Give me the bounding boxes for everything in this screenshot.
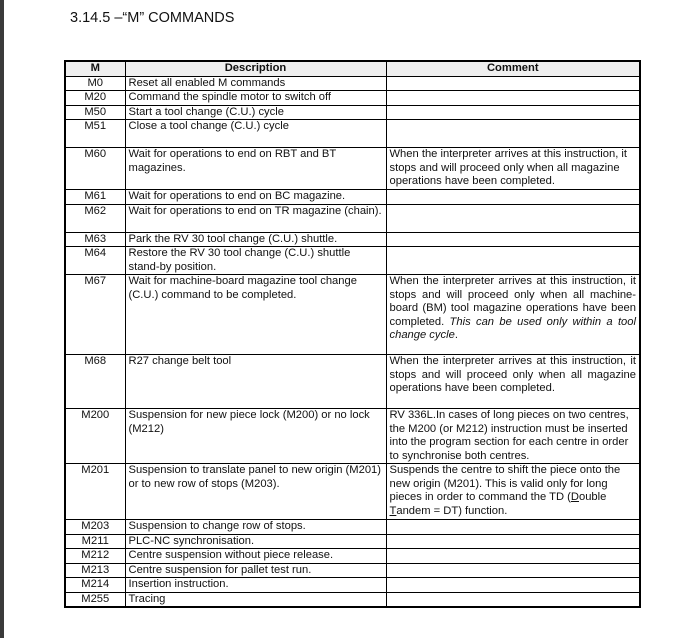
table-row	[65, 247, 640, 275]
comment	[386, 534, 640, 549]
m-code: M214	[65, 578, 125, 593]
header-m: M	[65, 61, 125, 76]
description: Reset all enabled M commands	[125, 76, 386, 91]
description: Suspension to change row of stops.	[125, 520, 386, 535]
comment	[386, 204, 640, 232]
comment	[386, 578, 640, 593]
description: Tracing	[125, 592, 386, 607]
m-code: M63	[65, 232, 125, 247]
m-code: M60	[65, 148, 125, 190]
table-row	[65, 232, 640, 247]
description: Wait for operations to end on TR magazine (chain).	[125, 204, 386, 232]
comment	[386, 91, 640, 106]
table-row	[65, 520, 640, 535]
comment	[386, 105, 640, 120]
table-row	[65, 190, 640, 205]
m-code: M213	[65, 563, 125, 578]
description: R27 change belt tool	[125, 355, 386, 409]
comment-italic-note: This can be used only within a tool change cycle	[389, 315, 636, 341]
m-code: M255	[65, 592, 125, 607]
description: Centre suspension for pallet test run.	[125, 563, 386, 578]
comment	[386, 592, 640, 607]
m-code: M212	[65, 549, 125, 564]
table-row	[65, 409, 640, 464]
table-row	[65, 204, 640, 232]
m-code: M201	[65, 464, 125, 520]
table-row	[65, 91, 640, 106]
m-code: M61	[65, 190, 125, 205]
description: Insertion instruction.	[125, 578, 386, 593]
table-row	[65, 563, 640, 578]
table-row	[65, 148, 640, 190]
m-code: M64	[65, 247, 125, 275]
m-code: M200	[65, 409, 125, 464]
m-code: M0	[65, 76, 125, 91]
comment-end: .	[454, 329, 458, 341]
description: Start a tool change (C.U.) cycle	[125, 105, 386, 120]
m-code: M211	[65, 534, 125, 549]
m-code: M20	[65, 91, 125, 106]
comment	[386, 76, 640, 91]
comment-underlined-letter: T	[389, 504, 397, 517]
table-row	[65, 549, 640, 564]
m-code: M62	[65, 204, 125, 232]
comment	[386, 247, 640, 275]
comment: RV 336L.In cases of long pieces on two centres, the M200 (or M212) instruction must be inserted into the program section for each centre in order to synchronise both centres.	[386, 409, 640, 464]
comment-text: Suspends the centre to shift the piece onto the new origin (M201). This is valid only for long pieces in order to command the TD (	[389, 464, 621, 503]
table-row	[65, 355, 640, 409]
comment-text: andem = DT) function.	[396, 504, 508, 517]
table-row	[65, 76, 640, 91]
table-row	[65, 105, 640, 120]
comment	[386, 520, 640, 535]
m-code: M50	[65, 105, 125, 120]
m-code: M68	[65, 355, 125, 409]
table-row	[65, 534, 640, 549]
comment	[386, 464, 640, 520]
description: Centre suspension without piece release.	[125, 549, 386, 564]
description: Close a tool change (C.U.) cycle	[125, 120, 386, 148]
section-title: 3.14.5 –“M” COMMANDS	[70, 10, 235, 26]
table-header-row	[65, 61, 640, 76]
comment-text: ouble	[578, 491, 607, 503]
description: Wait for machine-board magazine tool change (C.U.) command to be completed.	[125, 275, 386, 355]
header-description: Description	[125, 61, 386, 76]
description: PLC-NC synchronisation.	[125, 534, 386, 549]
comment-text: When the interpreter arrives at this instruction, it stops and will proceed only when all machine-board (BM) tool magazine operations have been completed.	[389, 275, 636, 328]
header-comment: Comment	[386, 61, 640, 76]
table-row	[65, 464, 640, 520]
m-code: M51	[65, 120, 125, 148]
comment	[386, 232, 640, 247]
comment	[386, 275, 640, 355]
comment-underlined-letter: D	[570, 491, 579, 503]
comment	[386, 563, 640, 578]
table-row	[65, 578, 640, 593]
comment	[386, 190, 640, 205]
description: Suspension to translate panel to new origin (M201) or to new row of stops (M203).	[125, 464, 386, 520]
comment	[386, 549, 640, 564]
description: Suspension for new piece lock (M200) or no lock (M212)	[125, 409, 386, 464]
description: Wait for operations to end on BC magazine.	[125, 190, 386, 205]
comment: When the interpreter arrives at this instruction, it stops and will proceed only when all magazine operations have been completed.	[386, 148, 640, 190]
description: Restore the RV 30 tool change (C.U.) shuttle stand-by position.	[125, 247, 386, 275]
description: Wait for operations to end on RBT and BT magazines.	[125, 148, 386, 190]
m-code: M203	[65, 520, 125, 535]
table-row	[65, 120, 640, 148]
description: Park the RV 30 tool change (C.U.) shuttle.	[125, 232, 386, 247]
description: Command the spindle motor to switch off	[125, 91, 386, 106]
comment: When the interpreter arrives at this instruction, it stops and will proceed only when all magazine operations have been completed.	[386, 355, 640, 409]
table-row	[65, 275, 640, 355]
m-code: M67	[65, 275, 125, 355]
comment	[386, 120, 640, 148]
viewer-edge-bar	[0, 0, 4, 638]
table-row	[65, 592, 640, 607]
m-commands-table	[64, 60, 641, 608]
